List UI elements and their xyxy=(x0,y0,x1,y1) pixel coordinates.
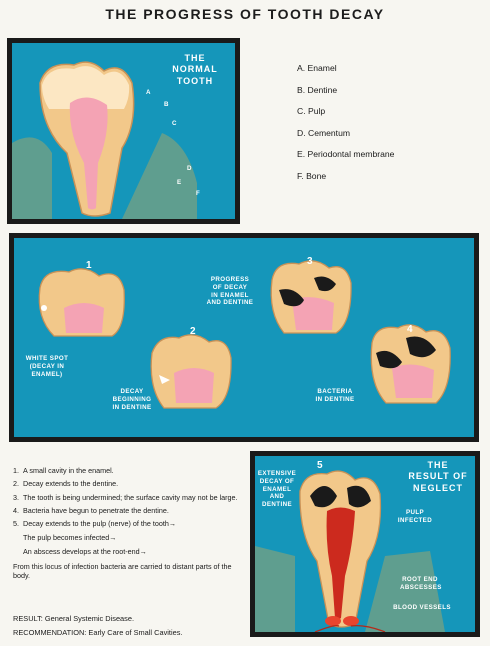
note-sub-abscess: An abscess develops at the root-end→ xyxy=(23,547,147,557)
legend-item: B. Dentine xyxy=(297,84,338,95)
label-extensive-decay: EXTENSIVE DECAY OF ENAMEL AND DENTINE xyxy=(257,470,297,508)
legend-item: D. Cementum xyxy=(297,127,351,138)
label-a: A xyxy=(146,89,151,96)
stage-number-2: 2 xyxy=(190,326,196,337)
legend-item: A. Enamel xyxy=(297,63,337,73)
note-item: 1. A small cavity in the enamel. xyxy=(13,466,114,475)
neglect-heading: THE RESULT OF NEGLECT xyxy=(408,460,468,493)
page-title: THE PROGRESS OF TOOTH DECAY xyxy=(105,6,385,22)
note-paragraph: From this locus of infection bacteria are carried to distant parts of the body. xyxy=(13,561,232,580)
label-b: B xyxy=(164,101,169,108)
label-d: D xyxy=(187,165,192,172)
decay-stages-panel xyxy=(9,233,479,442)
stage-number-4: 4 xyxy=(407,324,413,335)
stage-number-1: 1 xyxy=(86,260,92,271)
label-blood-vessels: BLOOD VESSELS xyxy=(393,604,451,611)
neglect-panel xyxy=(250,451,480,637)
label-e: E xyxy=(177,179,182,186)
note-item: 5. Decay extends to the pulp (nerve) of the tooth→ xyxy=(13,519,177,529)
note-item: 4. Bacteria have begun to penetrate the dentine. xyxy=(13,506,169,516)
label-bacteria-dentine: BACTERIA IN DENTINE xyxy=(315,388,355,403)
label-progress-decay: PROGRESS OF DECAY IN ENAMEL AND DENTINE xyxy=(206,276,254,307)
note-sub-pulp: The pulp becomes infected→ xyxy=(23,532,117,542)
legend-item: F. Bone xyxy=(297,170,327,181)
label-c: C xyxy=(172,120,177,127)
decay-stages-illustration xyxy=(14,238,474,437)
note-item: 3. The tooth is being undermined; the surface cavity may not be large. xyxy=(13,492,238,502)
note-item: 2. Decay extends to the dentine. xyxy=(13,479,119,489)
stage-number-5: 5 xyxy=(317,460,323,471)
result-line: RESULT: General Systemic Disease. xyxy=(13,614,135,623)
normal-tooth-panel xyxy=(7,38,240,224)
tooth-parts-legend xyxy=(297,63,394,193)
normal-tooth-heading: THE NORMAL TOOTH xyxy=(172,53,218,86)
stage-number-3: 3 xyxy=(307,256,313,267)
recommendation-line: RECOMMENDATION: Early Care of Small Cavities. xyxy=(13,628,183,637)
label-white-spot: WHITE SPOT (DECAY IN ENAMEL) xyxy=(25,355,69,378)
label-root-abscesses: ROOT END ABSCESSES xyxy=(400,576,442,591)
legend-item: C. Pulp xyxy=(297,106,326,117)
legend-item: E. Periodontal membrane xyxy=(297,149,395,160)
stage-notes xyxy=(13,466,245,580)
label-decay-dentine: DECAY BEGINNING IN DENTINE xyxy=(112,388,152,411)
label-pulp-infected: PULP INFECTED xyxy=(397,509,433,524)
label-f: F xyxy=(196,190,201,197)
